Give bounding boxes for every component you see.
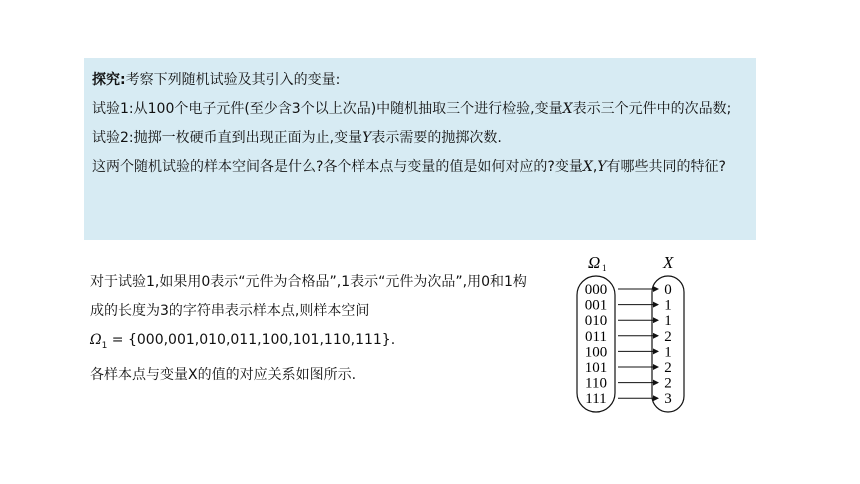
variable-value: 1 (664, 313, 672, 330)
variable-y: Y (362, 130, 372, 146)
experiment-2-text-end: 表示需要的抛掷次数. (371, 130, 502, 146)
experiment-2-text: 试验2:抛掷一枚硬币直到出现正面为止,变量 (92, 130, 363, 146)
experiment-1-text: 试验1:从100个电子元件(至少含3个以上次品)中随机抽取三个进行检验,变量 (92, 101, 563, 117)
diagram-x-label: X (663, 253, 674, 272)
question-variable-x: X (582, 159, 593, 175)
sample-point: 011 (585, 328, 607, 345)
experiment-1-text-end: 表示三个元件中的次品数; (572, 101, 732, 117)
omega-subscript: 1 (101, 340, 108, 351)
omega-symbol: Ω (90, 332, 102, 348)
exploration-text (92, 66, 750, 182)
sample-point: 001 (584, 297, 608, 314)
sample-point: 000 (584, 282, 608, 298)
sample-space-set: = {000,001,010,011,100,101,110,111}. (107, 332, 396, 348)
diagram-omega-subscript: 1 (602, 263, 607, 273)
sample-point: 010 (584, 313, 608, 330)
sample-space-line (90, 332, 396, 351)
mapping-diagram (566, 248, 716, 418)
question-text-end: 有哪些共同的特征? (606, 159, 726, 175)
analysis-paragraph: 对于试验1,如果用0表示“元件为合格品”,1表示“元件为次品”,用0和1构成的长度为3的字符串表示样本点,则样本空间 (90, 274, 527, 319)
variable-value: 1 (664, 297, 672, 314)
diagram-omega-label: Ω (588, 253, 601, 272)
explore-intro: 考察下列随机试验及其引入的变量: (125, 72, 341, 88)
analysis-text (90, 268, 540, 390)
variable-value: 2 (664, 360, 672, 376)
variable-value: 3 (664, 391, 672, 408)
variable-value: 0 (664, 282, 672, 298)
sample-point: 100 (584, 344, 608, 361)
question-variable-y: Y (597, 159, 607, 175)
correspondence-note: 各样本点与变量X的值的对应关系如图所示. (90, 366, 357, 383)
variable-value: 2 (664, 375, 672, 392)
sample-point: 110 (585, 375, 607, 392)
sample-point: 111 (585, 391, 607, 408)
sample-point: 101 (584, 360, 608, 376)
variable-value: 2 (664, 328, 672, 345)
explore-label: 探究: (92, 72, 126, 88)
variable-value: 1 (664, 344, 672, 361)
question-text: 这两个随机试验的样本空间各是什么?各个样本点与变量的值是如何对应的?变量 (92, 159, 583, 175)
question-separator: , (592, 159, 598, 175)
variable-x: X (562, 101, 573, 117)
exploration-box (84, 58, 756, 240)
